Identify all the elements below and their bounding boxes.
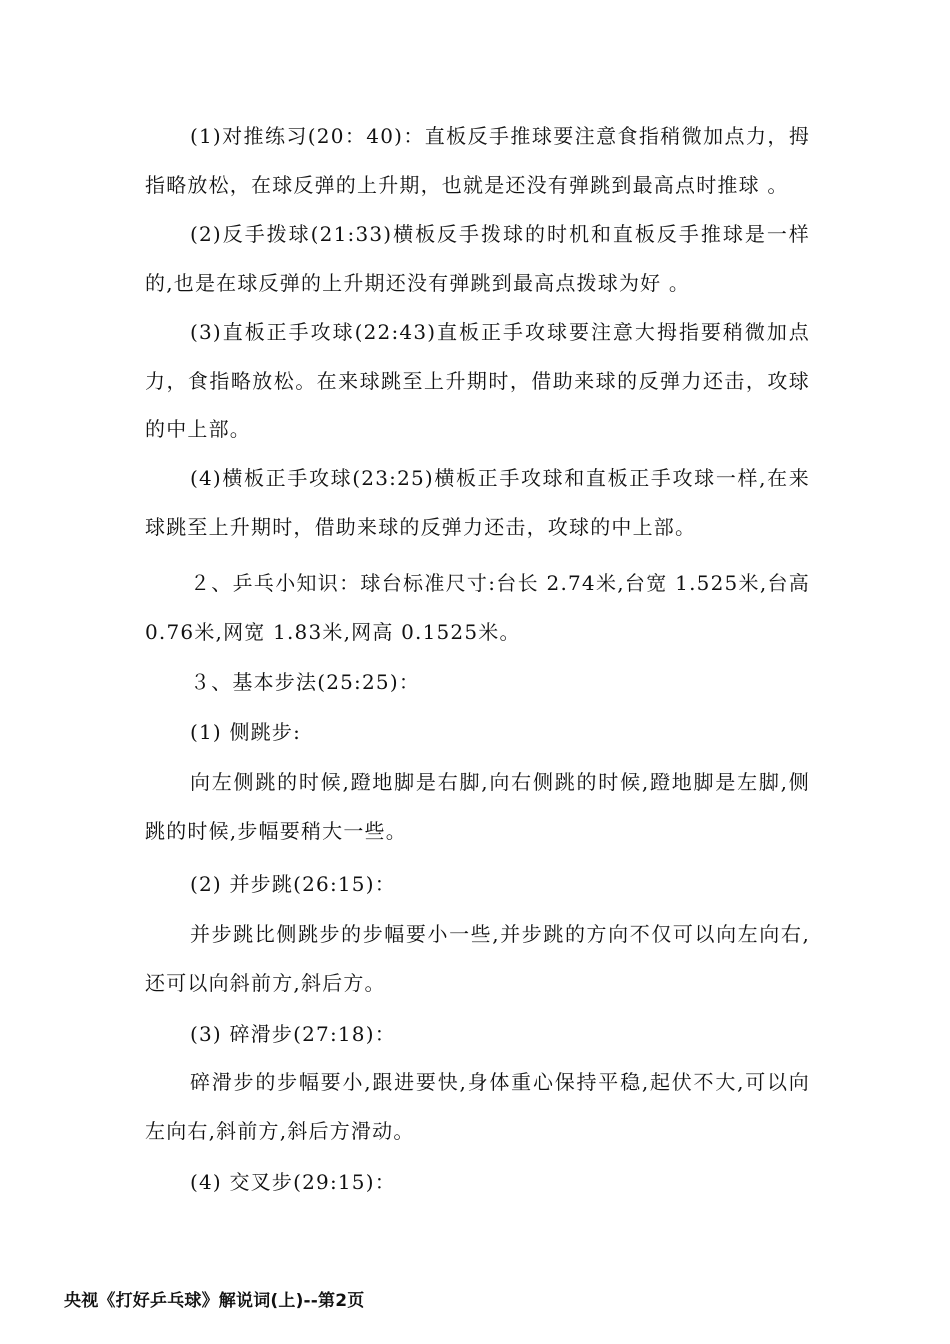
- heading-basic-footwork: ３、基本步法(25:25)：: [190, 670, 421, 694]
- heading-side-step: (1) 侧跳步:: [190, 720, 302, 744]
- paragraph-shuffle-step: 碎滑步的步幅要小,跟进要快,身体重心保持平稳,起伏不大,可以向左向右,斜前方,斜后方滑动。: [145, 1070, 810, 1143]
- paragraph-close-step: 并步跳比侧跳步的步幅要小一些,并步跳的方向不仅可以向左向右,还可以向斜前方,斜后方。: [145, 922, 810, 995]
- paragraph-shakehand-forehand: (4)横板正手攻球(23:25)横板正手攻球和直板正手攻球一样,在来球跳至上升期时，借助来球的反弹力还击，攻球的中上部。: [145, 466, 810, 539]
- paragraph-side-step: 向左侧跳的时候,蹬地脚是右脚,向右侧跳的时候,蹬地脚是左脚,侧跳的时候,步幅要稍大一些。: [145, 770, 810, 843]
- paragraph-push-practice: (1)对推练习(20：40)：直板反手推球要注意食指稍微加点力，拇指略放松，在球反弹的上升期，也就是还没有弹跳到最高点时推球 。: [145, 124, 810, 197]
- heading-close-step: (2) 并步跳(26:15)：: [190, 872, 396, 896]
- heading-cross-step: (4) 交叉步(29:15)：: [190, 1170, 396, 1194]
- heading-shuffle-step: (3) 碎滑步(27:18)：: [190, 1022, 396, 1046]
- paragraph-table-knowledge: ２、乒乓小知识：球台标准尺寸:台长 2.74米,台宽 1.525米,台高 0.76米,网宽 1.83米,网高 0.1525米。: [145, 571, 810, 644]
- page-footer: 央视《打好乒乓球》解说词(上)--第2页: [64, 1291, 365, 1311]
- paragraph-penhold-forehand: (3)直板正手攻球(22:43)直板正手攻球要注意大拇指要稍微加点力，食指略放松。在来球跳至上升期时，借助来球的反弹力还击，攻球的中上部。: [145, 320, 810, 441]
- paragraph-backhand-flick: (2)反手拨球(21:33)横板反手拨球的时机和直板反手推球是一样的,也是在球反弹的上升期还没有弹跳到最高点拨球为好 。: [145, 222, 810, 295]
